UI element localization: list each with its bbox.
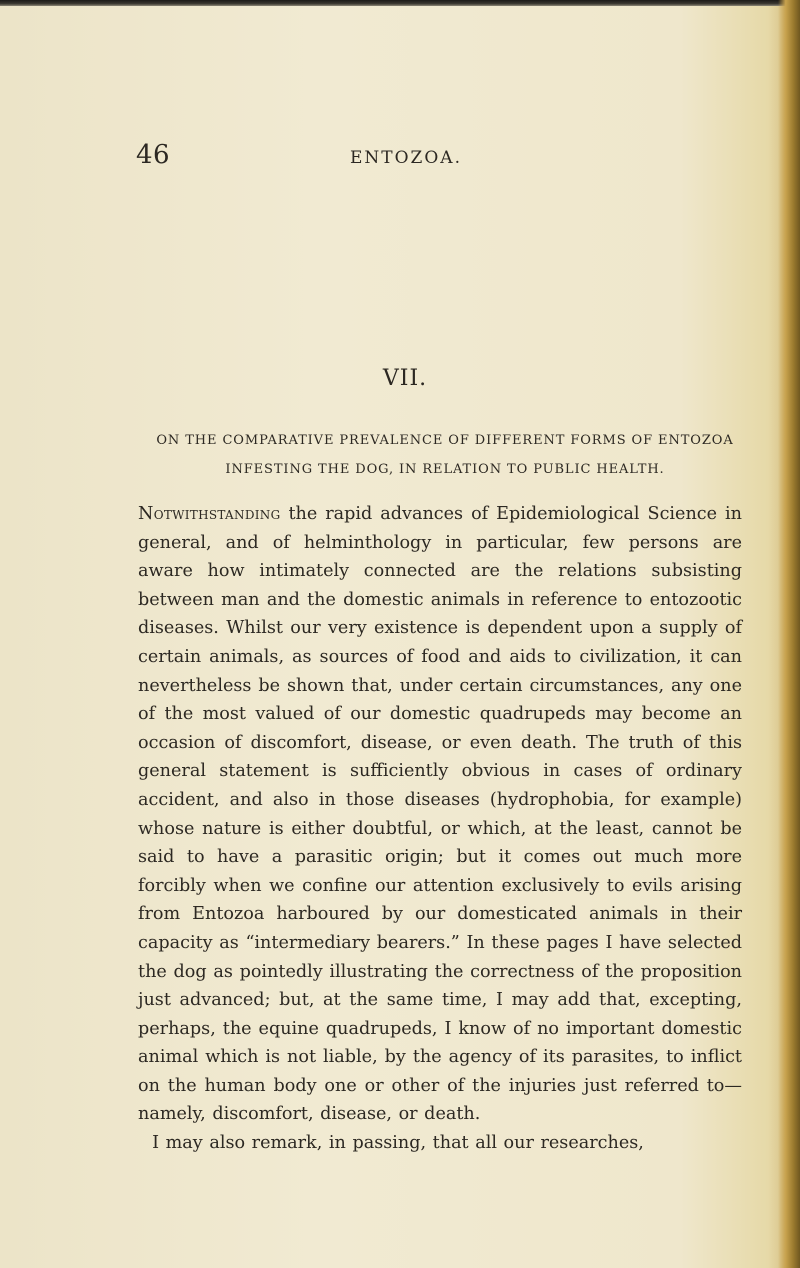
paragraph-2: I may also remark, in passing, that all our researches, — [152, 1133, 644, 1154]
chapter-title: ON THE COMPARATIVE PREVALENCE OF DIFFERENT FORMS OF ENTOZOA INFESTING THE DOG, IN RELATION TO PUBLIC HEALTH. — [156, 433, 734, 477]
page-fore-edge — [778, 0, 800, 1268]
paragraph-lead-word: Notwithstanding — [138, 504, 281, 524]
paragraph-1 — [138, 500, 742, 1129]
page-header — [0, 140, 800, 180]
paragraph-1-text: the rapid advances of Epidemiological Science in general, and of helminthology in particular, few persons are aware how intimately connected are the relations subsisting between man and the domestic animals in reference to entozootic diseases. Whilst our very existence is dependent upon a supply of certain animals, as sources of food and aids to civilization, it can nevertheless be shown that, under certain circumstances, any one of the most valued of our domestic quadrupeds may become an occasion of discomfort, disease, or even death. The truth of this general statement is sufficiently obvious in cases of ordinary accident, and also in those diseases (hydrophobia, for example) whose nature is either doubtful, or which, at the least, cannot be said to have a parasitic origin; but it comes out much more forcibly when we confine our attention exclusively to evils arising from Entozoa harboured by our domesticated animals in their capacity as “intermediary bearers.” In these pages I have selected the dog as pointedly illustrating the correctness of the proposition just advanced; but, at the same time, I may add that, excepting, perhaps, the equine quadrupeds, I know of no important domestic animal which is not liable, by the agency of its parasites, to inflict on the human body one or other of the injuries just referred to—namely, discomfort, disease, or death. — [138, 504, 742, 1125]
chapter-number: VII. — [382, 366, 428, 391]
body-text — [138, 500, 742, 1158]
top-edge-shadow — [0, 0, 800, 6]
page-number: 46 — [136, 140, 171, 170]
running-title: ENTOZOA. — [350, 148, 462, 168]
